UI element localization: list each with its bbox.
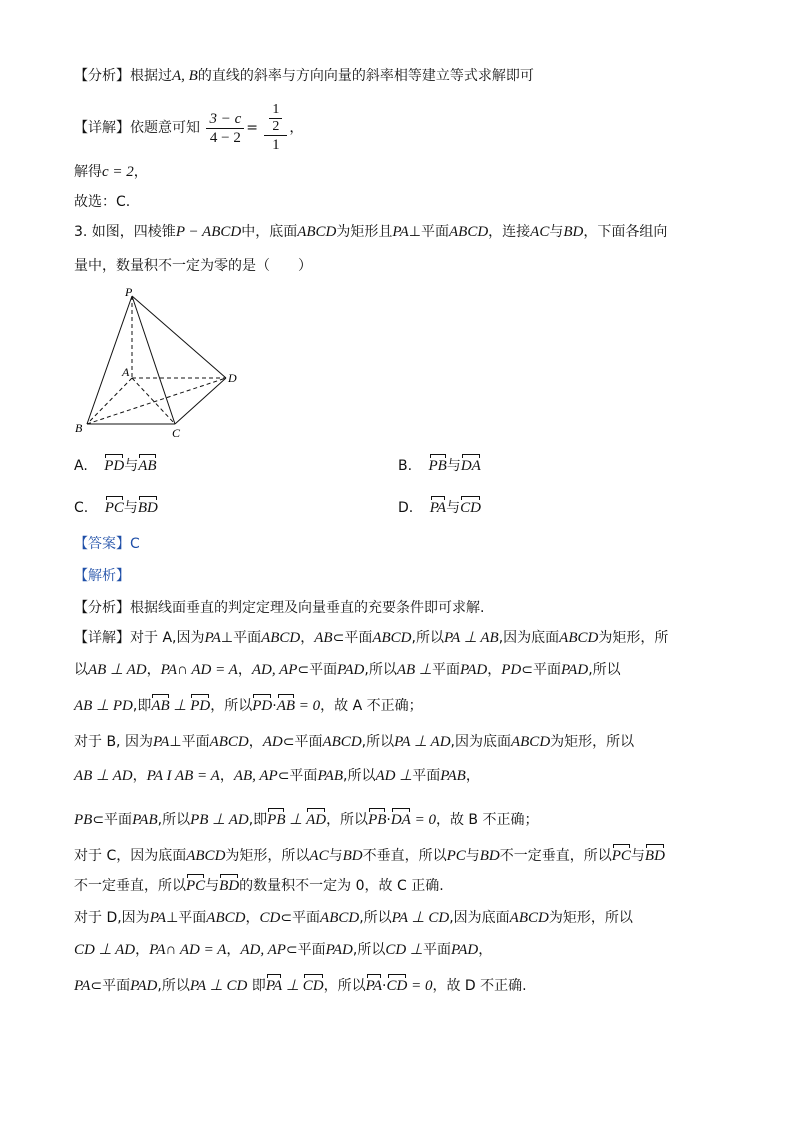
text: ,即 bbox=[248, 812, 268, 828]
math-expr: ABCD bbox=[186, 848, 226, 864]
vector: PD bbox=[190, 698, 211, 714]
math-expr: PB ⊥ AD bbox=[190, 812, 249, 828]
vector: PB bbox=[428, 458, 447, 474]
math-expr: BD bbox=[342, 848, 363, 864]
diagonal-AC bbox=[132, 378, 175, 424]
text: 不一定垂直，所以 bbox=[74, 878, 186, 894]
detail-c-line2 bbox=[74, 876, 444, 896]
vector: BD bbox=[644, 848, 665, 864]
vector: AB bbox=[276, 698, 296, 714]
math-expr: ABCD bbox=[559, 630, 599, 646]
text: ,所以 bbox=[352, 942, 386, 958]
math-expr: BD bbox=[563, 224, 584, 240]
option-label: B. bbox=[398, 458, 413, 474]
math-expr: PC bbox=[446, 848, 466, 864]
q2-choice-line bbox=[74, 192, 130, 212]
text: ⊂平面 bbox=[282, 734, 323, 750]
vector: PC bbox=[611, 848, 631, 864]
math-expr: ABCD bbox=[320, 910, 360, 926]
math-expr: AB ⊥ PD bbox=[74, 698, 133, 714]
text: 解得 bbox=[74, 164, 102, 180]
edge-CD bbox=[175, 378, 226, 424]
answer-tag: 【答案】 bbox=[74, 536, 130, 552]
text: ,所以 bbox=[157, 812, 191, 828]
text: 为矩形，所 bbox=[598, 630, 669, 646]
math-expr: PAD bbox=[459, 662, 488, 678]
math-expr: PA bbox=[152, 734, 170, 750]
math-expr: PA ⊥ CD bbox=[189, 978, 248, 994]
text: ， bbox=[245, 910, 260, 926]
math-expr: AD, AP bbox=[251, 662, 298, 678]
math-expr: AC bbox=[530, 224, 550, 240]
text: ， bbox=[132, 768, 147, 784]
text: 依题意可知 bbox=[130, 120, 200, 136]
math-expr: PAB bbox=[317, 768, 343, 784]
dot-operator: · bbox=[272, 698, 277, 714]
vector: PA bbox=[429, 500, 447, 516]
math-expr: PA ⊥ CD bbox=[391, 910, 450, 926]
math-expr: CD ⊥ AD bbox=[74, 942, 136, 958]
text: ， bbox=[478, 942, 493, 958]
text: 与 bbox=[446, 458, 461, 474]
text: ， bbox=[487, 662, 502, 678]
text: ,因为底面 bbox=[449, 910, 510, 926]
detail-d-line1 bbox=[74, 908, 633, 928]
text: ⊥平面 bbox=[166, 910, 207, 926]
math-expr: ABCD bbox=[209, 734, 249, 750]
text: ，所以 bbox=[326, 812, 369, 828]
text: ,所以 bbox=[157, 978, 190, 994]
vector: CD bbox=[460, 500, 481, 516]
math-expr: c = 2 bbox=[102, 164, 134, 180]
detail-a-line3 bbox=[74, 696, 423, 716]
text: ， bbox=[248, 734, 263, 750]
vector: PC bbox=[186, 878, 206, 894]
text: ⊂平面 bbox=[297, 662, 338, 678]
text: ，故 D 不正确. bbox=[432, 978, 527, 994]
math-expr: PA bbox=[74, 978, 91, 994]
math-expr: BD bbox=[479, 848, 500, 864]
text: ,所以 bbox=[343, 768, 376, 784]
edge-AB bbox=[87, 378, 132, 424]
outer-denominator: 1 bbox=[272, 137, 280, 153]
q2-analysis-line bbox=[74, 66, 534, 86]
math-expr: PAB bbox=[132, 812, 158, 828]
text: 为矩形且 bbox=[336, 224, 393, 240]
text: ，故 A 不正确； bbox=[320, 698, 423, 714]
q3-analysis-line bbox=[74, 598, 484, 618]
vector: BD bbox=[219, 878, 240, 894]
option-c[interactable] bbox=[74, 498, 158, 518]
math-expr: PD bbox=[501, 662, 522, 678]
text: ⊂平面 bbox=[332, 630, 373, 646]
math-expr: ⊥ bbox=[169, 698, 191, 714]
vector: AD bbox=[306, 812, 327, 828]
math-expr: ABCD bbox=[261, 630, 301, 646]
inner-fraction bbox=[269, 102, 282, 135]
analysis-tag: 【分析】 bbox=[74, 68, 130, 84]
vector: PD bbox=[104, 458, 125, 474]
math-expr: ABCD bbox=[372, 630, 412, 646]
math-expr: PAB bbox=[440, 768, 466, 784]
text: ，故 B 不正确； bbox=[435, 812, 539, 828]
text: 与 bbox=[328, 848, 343, 864]
text: ⊂平面 bbox=[521, 662, 561, 678]
math-points: A, B bbox=[172, 68, 198, 84]
math-expr: AB ⊥ AD bbox=[74, 768, 133, 784]
q2-detail-line bbox=[74, 102, 304, 153]
text: 量中，数量积不一定为零的是（ ） bbox=[74, 258, 312, 274]
text: ， bbox=[219, 768, 234, 784]
math-expr: CD ⊥ bbox=[385, 942, 423, 958]
vector: PB bbox=[368, 812, 387, 828]
math-expr: AB, AP bbox=[233, 768, 278, 784]
math-expr: PA ⊥ AD bbox=[394, 734, 451, 750]
text: ,所以 bbox=[588, 662, 621, 678]
text: 根据过 bbox=[130, 68, 172, 84]
detail-tag: 【详解】 bbox=[74, 630, 130, 646]
vector: CD bbox=[386, 978, 408, 994]
vector: DA bbox=[460, 458, 481, 474]
math-expr: ABCD bbox=[297, 224, 337, 240]
math-expr: ABCD bbox=[510, 734, 551, 750]
text: ，下面各组向 bbox=[583, 224, 668, 240]
detail-d-line2 bbox=[74, 940, 492, 960]
math-expr: PA∩ AD = A bbox=[149, 942, 227, 958]
math-expr: AB ⊥ bbox=[396, 662, 432, 678]
text: 与 bbox=[630, 848, 645, 864]
text: ,所以 bbox=[411, 630, 444, 646]
math-expr: AB bbox=[314, 630, 333, 646]
math-expr: PA bbox=[204, 630, 221, 646]
fraction-numerator: 3 − c bbox=[206, 110, 244, 129]
pyramid-figure bbox=[72, 284, 242, 438]
text: 的数量积不一定为 0，故 C 正确. bbox=[239, 878, 444, 894]
compound-numerator bbox=[264, 102, 287, 136]
analysis-tag: 【分析】 bbox=[74, 600, 130, 616]
math-expr: AC bbox=[309, 848, 329, 864]
vector: PC bbox=[104, 500, 124, 516]
math-expr: PAD bbox=[451, 942, 479, 958]
text: ,即 bbox=[132, 698, 152, 714]
math-expr: PA bbox=[392, 224, 409, 240]
math-expr: = 0 bbox=[407, 978, 433, 994]
text: ， bbox=[289, 120, 304, 136]
equals-sign: = bbox=[246, 120, 258, 136]
inner-numerator: 1 bbox=[269, 102, 282, 119]
text: 平面 bbox=[431, 662, 460, 678]
text: ⊥平面 bbox=[169, 734, 210, 750]
text: ， bbox=[226, 942, 241, 958]
math-expr: PA I AB = A bbox=[146, 768, 220, 784]
vector: AB bbox=[151, 698, 170, 714]
text: 3. 如图，四棱锥 bbox=[74, 224, 176, 240]
vector: AB bbox=[138, 458, 157, 474]
label-D: D bbox=[228, 371, 237, 385]
text: ， bbox=[300, 630, 315, 646]
math-expr: PA∩ AD = A bbox=[160, 662, 238, 678]
text: 与 bbox=[205, 878, 220, 894]
text: 为矩形，所以 bbox=[550, 734, 635, 750]
text: 与 bbox=[123, 500, 138, 516]
math-expr: ABCD bbox=[206, 910, 246, 926]
math-expr: PB bbox=[74, 812, 93, 828]
text: 不垂直，所以 bbox=[362, 848, 447, 864]
text: ⊂平面 bbox=[280, 910, 321, 926]
math-expr: AD, AP bbox=[240, 942, 286, 958]
q3-stem-line2 bbox=[74, 256, 312, 276]
text: 与 bbox=[446, 500, 461, 516]
math-expr: AD ⊥ bbox=[375, 768, 413, 784]
text: 对于 D,因为 bbox=[74, 910, 150, 926]
text: 平面 bbox=[423, 942, 451, 958]
math-expr: PA ⊥ AB bbox=[443, 630, 499, 646]
option-label: D. bbox=[398, 500, 414, 516]
text: 与 bbox=[465, 848, 480, 864]
text: ， bbox=[237, 662, 252, 678]
detail-tag: 【详解】 bbox=[74, 120, 130, 136]
math-expr: PAD bbox=[325, 942, 353, 958]
label-C: C bbox=[172, 426, 181, 438]
edge-PB bbox=[87, 296, 132, 424]
text: ，所以 bbox=[323, 978, 366, 994]
text: ， bbox=[133, 164, 148, 180]
text: 对于 A,因为 bbox=[130, 630, 205, 646]
detail-b-line1 bbox=[74, 732, 634, 752]
text: 不一定垂直，所以 bbox=[499, 848, 612, 864]
math-expr: = 0 bbox=[295, 698, 321, 714]
compound-fraction bbox=[264, 102, 287, 154]
text: 平面 bbox=[412, 768, 441, 784]
detail-a-line1 bbox=[74, 628, 668, 648]
inner-denominator: 2 bbox=[272, 119, 280, 134]
answer-line bbox=[74, 534, 140, 554]
text: ,所以 bbox=[364, 662, 397, 678]
detail-a-line2 bbox=[74, 660, 621, 680]
vector: DA bbox=[390, 812, 411, 828]
option-b[interactable] bbox=[398, 456, 481, 476]
option-a[interactable] bbox=[74, 456, 157, 476]
jiexi-tag: 【解析】 bbox=[74, 568, 130, 584]
text: 故选：C. bbox=[74, 194, 131, 210]
text: ，连接 bbox=[488, 224, 531, 240]
math-expr: PAD bbox=[337, 662, 365, 678]
text: 即 bbox=[247, 978, 266, 994]
math-expr: ABCD bbox=[509, 910, 549, 926]
math-expr: AD bbox=[262, 734, 283, 750]
math-expr: ABCD bbox=[449, 224, 489, 240]
text: ⊂平面 bbox=[92, 812, 133, 828]
vector: PA bbox=[265, 978, 283, 994]
math-expr: AB ⊥ AD bbox=[88, 662, 147, 678]
text: 对于 C，因为底面 bbox=[74, 848, 187, 864]
text: ⊥平面 bbox=[220, 630, 262, 646]
text: ⊂平面 bbox=[90, 978, 131, 994]
math-expr: PA bbox=[149, 910, 167, 926]
q2-solve-line bbox=[74, 162, 148, 182]
q3-stem-line1 bbox=[74, 222, 667, 242]
text: ,因为底面 bbox=[450, 734, 511, 750]
vector: PA bbox=[365, 978, 383, 994]
text: ，所以 bbox=[210, 698, 253, 714]
detail-b-line2 bbox=[74, 766, 480, 786]
fraction-denominator: 4 − 2 bbox=[209, 129, 241, 146]
label-A: A bbox=[122, 365, 130, 379]
text: 为矩形，所以 bbox=[225, 848, 310, 864]
text: 与 bbox=[124, 458, 139, 474]
text: ， bbox=[146, 662, 161, 678]
detail-b-line3 bbox=[74, 810, 538, 830]
math-expr: PAD bbox=[560, 662, 589, 678]
text: ,所以 bbox=[359, 910, 392, 926]
math-expr: = 0 bbox=[410, 812, 436, 828]
text: ,因为底面 bbox=[498, 630, 560, 646]
text: ⊂平面 bbox=[277, 768, 318, 784]
diagonal-BD bbox=[87, 378, 226, 424]
vector: BD bbox=[137, 500, 158, 516]
math-expr: CD bbox=[259, 910, 281, 926]
option-d[interactable] bbox=[398, 498, 481, 518]
math-expr: ⊥ bbox=[285, 812, 307, 828]
math-expr: PAD bbox=[130, 978, 158, 994]
answer-value: C bbox=[130, 536, 140, 552]
detail-c-line1 bbox=[74, 846, 665, 866]
fraction bbox=[206, 110, 244, 147]
math-expr: P − ABCD bbox=[175, 224, 242, 240]
text: ， bbox=[135, 942, 150, 958]
text: ， bbox=[465, 768, 480, 784]
vector: CD bbox=[302, 978, 324, 994]
text: 中，底面 bbox=[241, 224, 298, 240]
text: 为矩形，所以 bbox=[548, 910, 633, 926]
text: 根据线面垂直的判定定理及向量垂直的充要条件即可求解. bbox=[130, 600, 485, 616]
vector: PD bbox=[252, 698, 273, 714]
label-B: B bbox=[75, 421, 83, 435]
text: 以 bbox=[74, 662, 88, 678]
text: ⊂平面 bbox=[285, 942, 326, 958]
label-P: P bbox=[125, 285, 133, 299]
vector: PB bbox=[267, 812, 286, 828]
text: ⊥平面 bbox=[408, 224, 449, 240]
option-label: C. bbox=[74, 500, 89, 516]
jiexi-line bbox=[74, 566, 130, 586]
text: 与 bbox=[549, 224, 564, 240]
dot-operator: · bbox=[382, 978, 387, 994]
detail-d-line3 bbox=[74, 976, 527, 996]
math-expr: ABCD bbox=[322, 734, 362, 750]
text: 的直线的斜率与方向向量的斜率相等建立等式求解即可 bbox=[197, 68, 534, 84]
text: 对于 B, 因为 bbox=[74, 734, 153, 750]
dot-operator: · bbox=[386, 812, 391, 828]
math-expr: ⊥ bbox=[282, 978, 303, 994]
option-label: A. bbox=[74, 458, 88, 474]
text: ,所以 bbox=[361, 734, 395, 750]
